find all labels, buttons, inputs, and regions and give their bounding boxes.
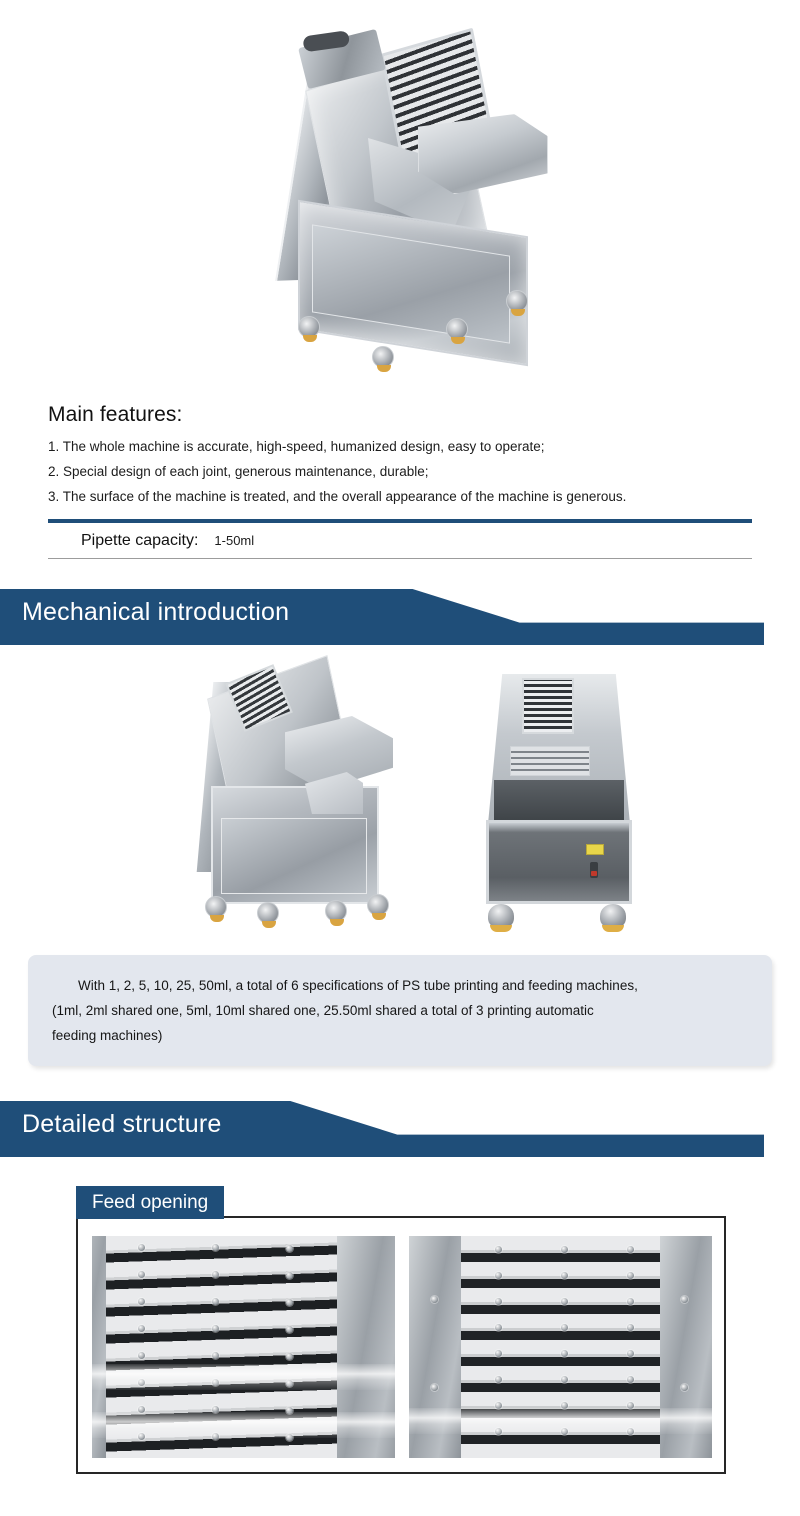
screw-icon xyxy=(495,1246,502,1253)
screw-icon xyxy=(138,1379,145,1386)
screw-icon xyxy=(138,1352,145,1359)
screw-icon xyxy=(286,1326,293,1333)
mechanical-photo-row xyxy=(0,660,800,950)
machine-caster-wheel xyxy=(446,318,468,340)
screw-icon xyxy=(561,1376,568,1383)
rail-screw-icon xyxy=(681,1296,688,1303)
warning-label-icon xyxy=(586,844,604,855)
screw-icon xyxy=(495,1428,502,1435)
screw-icon xyxy=(495,1324,502,1331)
section-header-detailed-structure xyxy=(0,1101,800,1163)
screw-icon xyxy=(138,1271,145,1278)
front-view-caster xyxy=(488,904,514,928)
machine-front-view-photo xyxy=(468,662,648,940)
screw-icon xyxy=(286,1407,293,1414)
section-title: Mechanical introduction xyxy=(22,598,290,626)
rail-screw-icon xyxy=(431,1384,438,1391)
screw-icon xyxy=(495,1376,502,1383)
screw-icon xyxy=(561,1298,568,1305)
section-header-mechanical-introduction xyxy=(0,589,800,651)
side-view-caster xyxy=(325,900,347,922)
screw-icon xyxy=(286,1272,293,1279)
screw-icon xyxy=(627,1376,634,1383)
main-features-block xyxy=(48,403,752,511)
side-view-caster xyxy=(205,896,227,918)
screw-icon xyxy=(495,1402,502,1409)
machine-hopper xyxy=(418,114,548,194)
screw-icon xyxy=(212,1244,219,1251)
screw-icon xyxy=(627,1402,634,1409)
feed-opening-photo-right xyxy=(409,1236,712,1458)
screw-icon xyxy=(495,1298,502,1305)
side-view-caster xyxy=(367,894,389,916)
photo-side-rail xyxy=(660,1236,712,1458)
screw-icon xyxy=(627,1428,634,1435)
rail-screw-icon xyxy=(431,1296,438,1303)
screw-icon xyxy=(212,1325,219,1332)
front-view-deck xyxy=(494,780,624,822)
hero-product-image xyxy=(0,0,800,400)
machine-caster-wheel xyxy=(298,316,320,338)
note-line: (1ml, 2ml shared one, 5ml, 10ml shared one, 25.50ml shared a total of 3 printing automatic xyxy=(52,1003,594,1018)
specification-table xyxy=(48,519,752,559)
screw-icon xyxy=(561,1324,568,1331)
side-view-caster xyxy=(257,902,279,924)
screw-icon xyxy=(138,1325,145,1332)
specification-note-box xyxy=(28,955,772,1066)
section-title: Detailed structure xyxy=(22,1110,222,1138)
screw-icon xyxy=(212,1406,219,1413)
screw-icon xyxy=(286,1434,293,1441)
detail-label-feed-opening: Feed opening xyxy=(76,1186,224,1219)
feature-item: 2. Special design of each joint, generous maintenance, durable; xyxy=(48,464,429,479)
power-button-icon xyxy=(590,862,598,878)
screw-icon xyxy=(138,1406,145,1413)
photo-side-rail xyxy=(337,1236,395,1458)
machine-side-view-photo xyxy=(175,668,425,938)
screw-icon xyxy=(212,1298,219,1305)
screw-icon xyxy=(561,1246,568,1253)
main-features-title: Main features: xyxy=(48,403,183,426)
screw-icon xyxy=(495,1272,502,1279)
photo-side-rail xyxy=(409,1236,461,1458)
front-view-tray xyxy=(510,746,590,776)
screw-icon xyxy=(286,1299,293,1306)
screw-icon xyxy=(627,1324,634,1331)
front-view-grid-panel xyxy=(522,678,574,734)
machine-caster-wheel xyxy=(506,290,528,312)
screw-icon xyxy=(627,1298,634,1305)
note-line: With 1, 2, 5, 10, 25, 50ml, a total of 6 specifications of PS tube printing and feeding machines, xyxy=(78,978,638,993)
screw-icon xyxy=(561,1350,568,1357)
front-view-cabinet xyxy=(486,820,632,904)
screw-icon xyxy=(212,1271,219,1278)
screw-icon xyxy=(212,1379,219,1386)
feature-item: 3. The surface of the machine is treated, and the overall appearance of the machine is generous. xyxy=(48,489,627,504)
rail-screw-icon xyxy=(681,1384,688,1391)
screw-icon xyxy=(286,1353,293,1360)
screw-icon xyxy=(627,1350,634,1357)
screw-icon xyxy=(561,1428,568,1435)
feature-item: 1. The whole machine is accurate, high-speed, humanized design, easy to operate; xyxy=(48,439,545,454)
detail-photo-container xyxy=(76,1216,726,1474)
note-line: feeding machines) xyxy=(52,1028,163,1043)
feed-opening-photo-left xyxy=(92,1236,395,1458)
photo-side-rail xyxy=(92,1236,106,1458)
spec-value: 1-50ml xyxy=(214,533,255,548)
screw-icon xyxy=(286,1245,293,1252)
screw-icon xyxy=(212,1352,219,1359)
screw-icon xyxy=(627,1272,634,1279)
screw-icon xyxy=(561,1272,568,1279)
screw-icon xyxy=(138,1244,145,1251)
side-view-panel xyxy=(221,818,367,894)
machine-caster-wheel xyxy=(372,346,394,368)
screw-icon xyxy=(212,1433,219,1440)
spec-row-pipette-capacity xyxy=(48,523,752,559)
screw-icon xyxy=(561,1402,568,1409)
spec-label: Pipette capacity: xyxy=(81,532,199,549)
front-view-caster xyxy=(600,904,626,928)
screw-icon xyxy=(627,1246,634,1253)
screw-icon xyxy=(138,1433,145,1440)
hero-machine-illustration xyxy=(250,18,570,400)
screw-icon xyxy=(286,1380,293,1387)
screw-icon xyxy=(138,1298,145,1305)
detail-photo-row xyxy=(92,1236,712,1458)
screw-icon xyxy=(495,1350,502,1357)
